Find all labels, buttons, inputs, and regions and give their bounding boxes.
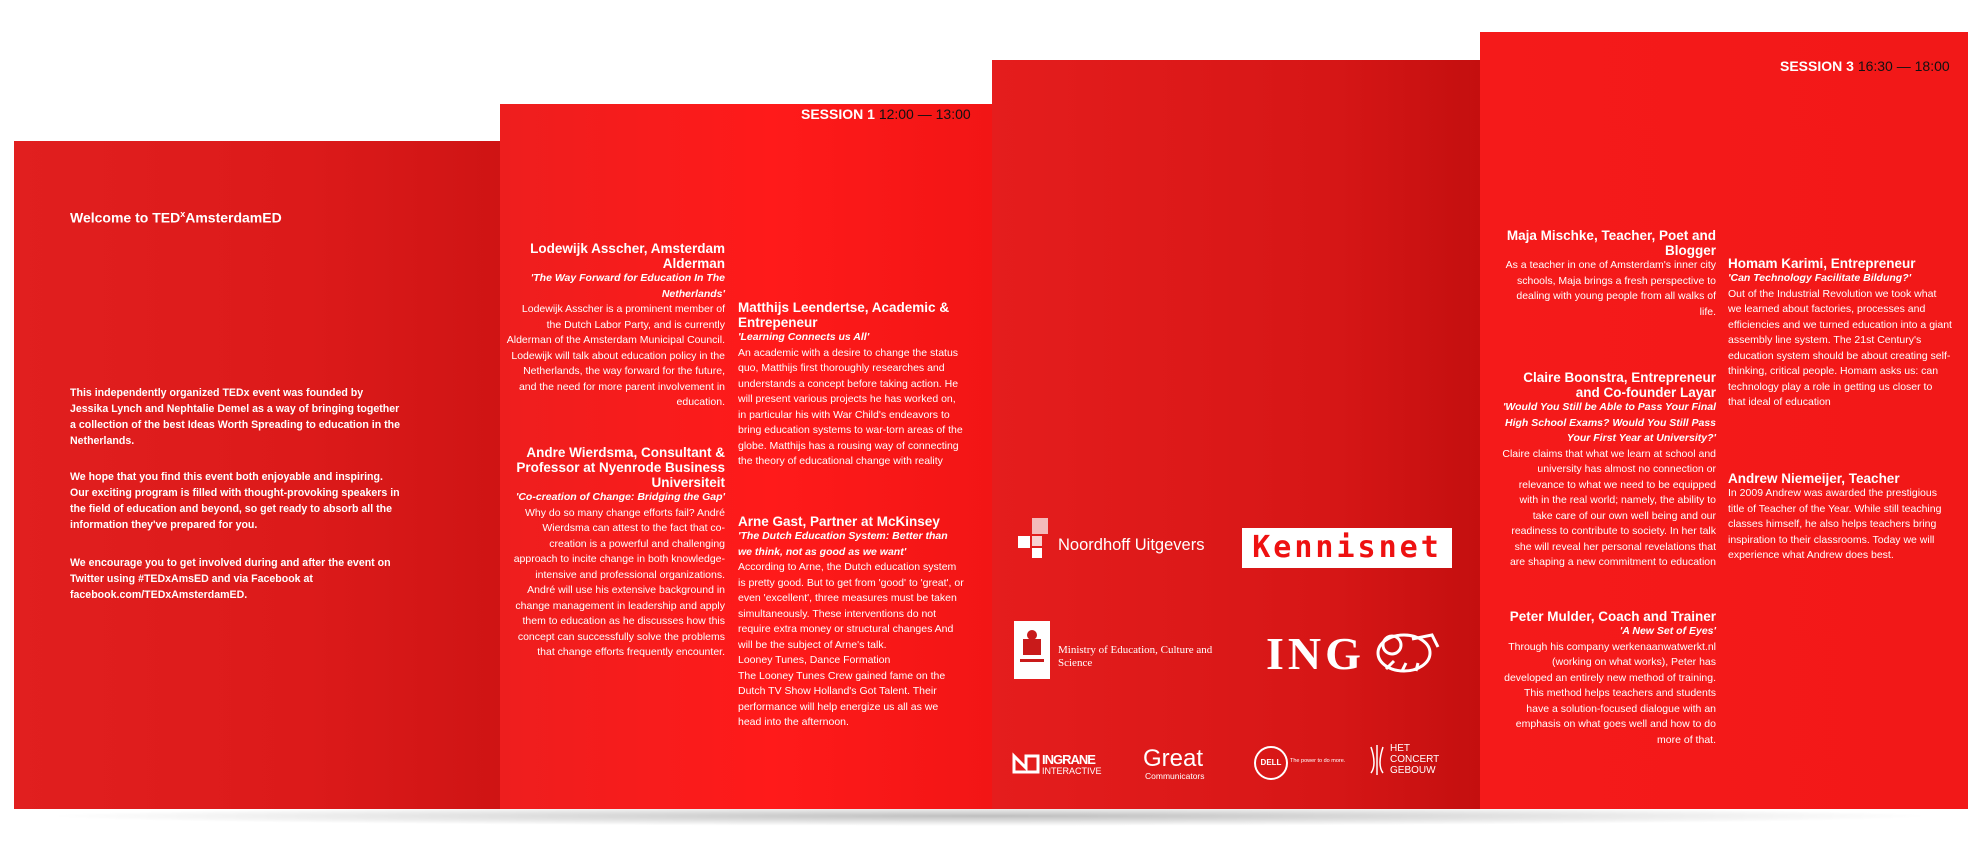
talk-description: According to Arne, the Dutch education system is pretty good. But to get from 'good' to 'great', or even 'excellent', three measures must be taken simultaneously. These interventions do not require extra money or structural changes And will be the subject of Arne's talk. [738,561,964,651]
ing-lion-icon [1372,625,1444,680]
speaker-name: Peter Mulder, Coach and Trainer [1509,609,1716,624]
talk-topic: 'The Dutch Education System: Better than we think, not as good as we want' [738,530,948,558]
speaker-name: Claire Boonstra, Entrepreneur and Co-founder Layar [1523,370,1716,400]
concertgebouw-text: HET CONCERT GEBOUW [1390,743,1440,776]
noordhoff-mark-icon [1018,518,1054,562]
talk-asscher [505,241,725,411]
speaker-name: Andre Wierdsma, Consultant & Professor at Nyenrode Business Universiteit [516,445,725,490]
brochure-shadow [40,806,1940,826]
ministry-crest-icon [1014,621,1050,679]
talk-description: An academic with a desire to change the status quo, Matthijs first thoroughly researches and understands a concept before taking action. He will present various projects he has worked on, in particular his with War Child's endeavors to bring education systems to war-torn areas of the globe. Matthijs has a rousing way of connecting the theory of educational change with reality [738,346,963,467]
talk-karimi [1728,256,1952,411]
talk-description: Why do so many change efforts fail? André Wierdsma can attest to the fact that co-creation is a powerful and challenging approach to incite change in both knowledge-intensive and professional organizations. André will use his extensive background in change management in leadership and apply them to education as he discusses how this concept can successfully solve the problems that change efforts frequently encounter. [513,506,725,658]
ing-wordmark: ING [1266,628,1365,679]
noordhoff-wordmark: Noordhoff Uitgevers [1058,536,1205,554]
talk-description: Claire claims that what we learn at school and university has almost no connection or relevance to what we need to be equipped with in the real world; namely, the ability to take care of our own well being and our readiness to contribute to society. In her talk she will reveal her personal revelations that are shaping a new commitment to education [1502,447,1716,568]
talk-topic: 'Co-creation of Change: Bridging the Gap' [515,491,725,503]
talk-niemeijer [1728,471,1952,564]
speaker-name: Andrew Niemeijer, Teacher [1728,471,1900,486]
concertgebouw-lyre-icon [1368,743,1386,782]
welcome-paragraph-2: We hope that you find this event both enjoyable and inspiring. Our exciting program is filled with thought-provoking speakers in the field of education and beyond, so get ready to absorb all the information they've prepared for you. [70,471,400,531]
dell-logo: DELL [1254,746,1288,780]
talk-boonstra [1502,370,1716,571]
looney-tunes-description: The Looney Tunes Crew gained fame on the Dutch TV Show Holland's Got Talent. Their performance will help energize us all as we head into the afternoon. [738,669,946,728]
ingrane-logo [1012,752,1040,779]
welcome-title: Welcome to TED$^x$AmsterdamED [70,209,282,226]
great-communicators-line2: Communicators [1145,771,1205,781]
talk-description: In 2009 Andrew was awarded the prestigious title of Teacher of the Year. While still teaching classes himself, he also helps teachers bring inspiration to their classrooms. Today we will experience what Andrew does best. [1728,487,1942,561]
talk-description: As a teacher in one of Amsterdam's inner city schools, Maja brings a fresh perspective to dealing with young people from all walks of life. [1505,259,1716,318]
panel-sponsors [992,60,1480,809]
talk-gast [738,514,964,731]
great-communicators-line1: Great [1143,745,1204,772]
talk-description: Out of the Industrial Revolution we took what we learned about factories, processes and efficiencies and we turned education into a giant assembly line system. The 21st Century's education system should be about creating self-thinking, critical people. Homam asks us: can technology play a role in getting us closer to that ideal of education [1728,287,1952,408]
talk-mischke [1502,228,1716,320]
speaker-name: Matthijs Leendertse, Academic & Entrepeneur [738,300,950,330]
session-1-heading: SESSION 1 12:00 — 13:00 [801,106,971,122]
talk-mulder [1502,609,1716,748]
looney-tunes-title: Looney Tunes, Dance Formation [738,654,891,666]
welcome-paragraph-1: This independently organized TEDx event was founded by Jessika Lynch and Nephtalie Demel as a way of bringing together a collection of the best Ideas Worth Spreading to education in the Netherlands. [70,387,401,447]
ingrane-line1: INGRANE [1042,752,1095,767]
talk-topic: 'Can Technology Facilitate Bildung?' [1728,272,1912,284]
ministry-text: Ministry of Education, Culture and Science [1058,644,1213,669]
talk-description: Lodewijk Asscher is a prominent member of the Dutch Labor Party, and is currently Alderman of the Amsterdam Municipal Council. Lodewijk will talk about education policy in the Netherlands, the way forward for the future, and the need for more parent involvement in education. [506,303,725,408]
speaker-name: Arne Gast, Partner at McKinsey [738,514,940,529]
ingrane-line2: INTERACTIVE [1042,766,1102,776]
talk-topic: 'The Way Forward for Education In The Netherlands' [530,272,725,300]
welcome-paragraph-3: We encourage you to get involved during and after the event on Twitter using #TEDxAmsED and via Facebook at facebook.com/TEDxAmsterdamED. [70,557,391,601]
talk-topic: 'Would You Still be Able to Pass Your Final High School Exams? Would You Still Pass Your First Year at University?' [1502,401,1716,444]
speaker-name: Lodewijk Asscher, Amsterdam Alderman [530,241,725,271]
kennisnet-logo: Kennisnet [1242,528,1452,568]
dell-tagline: The power to do more. [1290,758,1346,764]
talk-topic: 'A New Set of Eyes' [1619,625,1716,637]
talk-leendertse [738,300,964,470]
speaker-name: Homam Karimi, Entrepreneur [1728,256,1916,271]
session-3-heading: SESSION 3 16:30 — 18:00 [1780,58,1950,74]
noordhoff-logo [1018,518,1054,567]
ingrane-mark-icon [1012,752,1040,774]
speaker-name: Maja Mischke, Teacher, Poet and Blogger [1506,228,1716,258]
talk-topic: 'Learning Connects us All' [738,331,870,343]
talk-description: Through his company werkenaanwatwerkt.nl (working on what works), Peter has developed an entirely new method of training. This method helps teachers and students have a solution-focused dialogue with an emphasis on what goes well and how to do more of that. [1504,640,1716,746]
talk-wierdsma [505,445,725,661]
